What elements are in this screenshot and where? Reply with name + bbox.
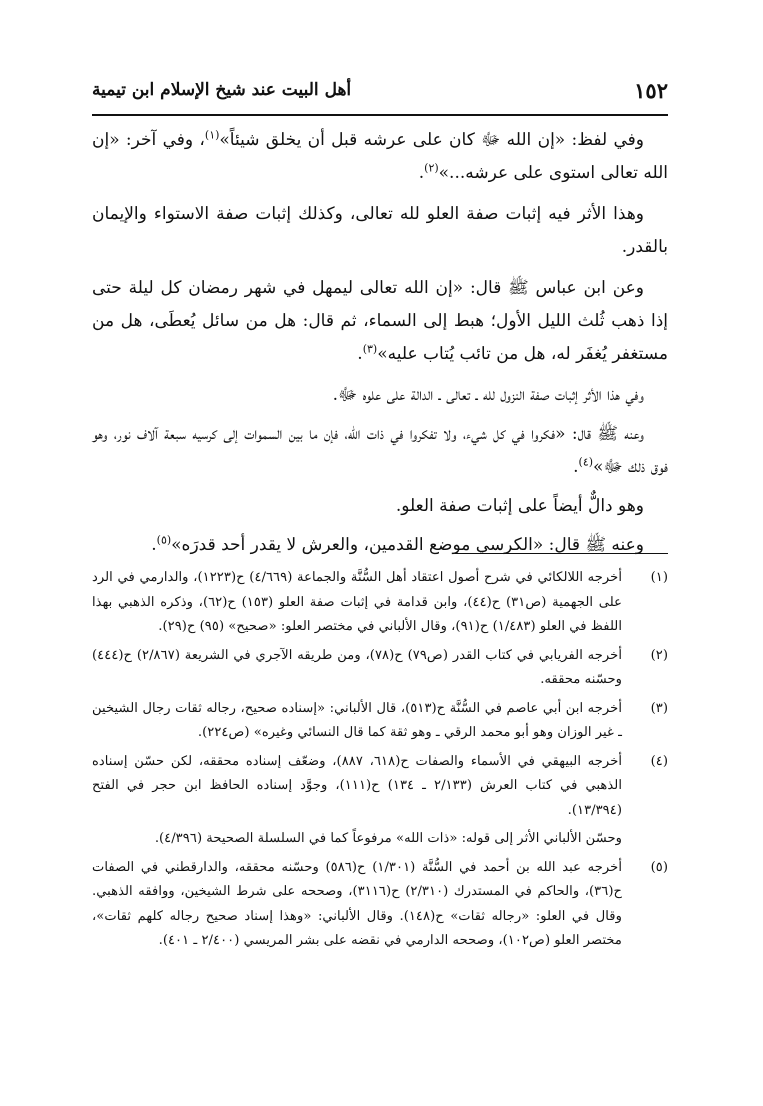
footnote-1 [92, 566, 668, 640]
page-header [92, 78, 668, 112]
footnote-2 [92, 644, 668, 693]
footnote-text: أخرجه ابن أبي عاصم في السُّنَّة ح(٥١٣)، قال الألباني: «إسناده صحيح، رجاله ثقات رجال الشيخين ـ غير الوزان وهو أبو محمد الرقي ـ وهو ثقة كما قال النسائي وغيره» (ص٢٢٤). [92, 700, 622, 740]
footnote-4 [92, 750, 668, 824]
footnote-text: أخرجه اللالكائي في شرح أصول اعتقاد أهل السُّنَّة والجماعة (٤/٦٦٩) ح(١٢٢٣)، والدارمي في الرد على الجهمية (ص٣١) ح(٤٤)، وابن قدامة في إثبات صفة العلو (١٥٣) ح(٦٢)، وذكره الذهبي بهذا اللفظ في العلو (١/٤٨٣) ح(٩١)، وقال الألباني في مختصر العلو: «صحيح» (٩٥) ح(٢٩). [92, 570, 623, 634]
footnote-text: أخرجه الفريابي في كتاب القدر (ص٧٩) ح(٧٨)، ومن طريقه الآجري في الشريعة (٢/٨٦٧) ح(٤٤٤) وحسّنه محققه. [92, 647, 622, 687]
footnote-number: (٥) [650, 859, 668, 875]
footnote-ref-5: (٥) [156, 533, 172, 547]
paragraph-5: وعنه ﷺ قال: «فكروا في كل شيء، ولا تفكروا في ذات الله، فإن ما بين السموات إلى كرسيه سبعة آلاف نور، وهو فوق ذلك ﷻ»$^{(٤)}$. [92, 424, 668, 477]
header-rule [92, 114, 668, 116]
footnote-number: (٤) [650, 753, 668, 769]
paragraph-1: وفي لفظ: «إن الله ﷻ كان على عرشه قبل أن يخلق شيئاً»$^{(١)}$، وفي آخر: «إن الله تعالى استوى على عرشه...»$^{(٢)}$. [92, 128, 668, 183]
footnote-separator [455, 553, 668, 554]
paragraph-4: وفي هذا الأثر إثبات صفة النزول لله ـ تعالى ـ الدالة على علوه ﷻ. [332, 385, 644, 405]
footnote-text: وحسّن الألباني الأثر إلى قوله: «ذات الله» مرفوعاً كما في السلسلة الصحيحة (٤/٣٩٦). [154, 831, 622, 846]
footnote-number: (٢) [650, 647, 668, 663]
footnote-3 [92, 697, 668, 746]
footnotes [92, 566, 668, 958]
paragraph-2: وهذا الأثر فيه إثبات صفة العلو لله تعالى، وكذلك إثبات صفة الاستواء والإيمان بالقدر. [92, 204, 668, 257]
footnote-ref-3: (٣) [362, 342, 378, 356]
footnote-number: (٣) [650, 700, 668, 716]
footnote-text: أخرجه البيهقي في الأسماء والصفات ح(٦١٨، ٨٨٧)، وضعّف إسناده محققه، لكن حسّن إسناده الذهبي في كتاب العرش (٢/١٣٣ ـ ١٣٤) ح(١١١)، وجوَّد إسناده الحافظ ابن حجر في الفتح (١٣/٣٩٤). [92, 753, 623, 818]
footnote-text: أخرجه عبد الله بن أحمد في السُّنَّة (١/٣٠١) ح(٥٨٦) وحسّنه محققه، والدارقطني في الصفات ح(٣٦)، والحاكم في المستدرك (٢/٣١٠) ح(٣١١٦)، وصححه على شرط الشيخين، ووافقه الذهبي. وقال في العلو: «رجاله ثقات» ح(١٤٨). وقال الألباني: «وهذا إسناد صحيح رجاله كلهم ثقات»، مختصر العلو (ص١٠٢)، وصححه الدارمي في نقضه على بشر المريسي (٢/٤٠٠ ـ ٤٠١). [92, 859, 623, 948]
footnote-ref-4: (٤) [578, 455, 594, 469]
footnote-5 [92, 856, 668, 954]
paragraph-7: وعنه ﷺ قال: «الكرسي موضع القدمين، والعرش لا يقدر أحد قدرَه»$^{(٥)}$. [151, 533, 644, 555]
paragraph-3: وعن ابن عباس ﷺ قال: «إن الله تعالى ليمهل في شهر رمضان كل ليلة حتى إذا ذهب ثُلث الليل الأول؛ هبط إلى السماء، ثم قال: هل من سائل يُعطَى، هل من مستغفر يُغفَر له، هل من تائب يُتاب عليه»$^{(٣)}$. [92, 278, 668, 364]
main-text [92, 124, 668, 568]
paragraph-6: وهو دالٌّ أيضاً على إثبات صفة العلو. [395, 496, 644, 516]
footnote-ref-1: (١) [204, 128, 220, 142]
footnote-number: (١) [650, 570, 668, 585]
footnote-ref-2: (٢) [424, 161, 439, 175]
footnote-4-continued [92, 827, 668, 852]
running-title: أهل البيت عند شيخ الإسلام ابن تيمية [92, 80, 352, 100]
page-number: ١٥٢ [634, 78, 668, 103]
